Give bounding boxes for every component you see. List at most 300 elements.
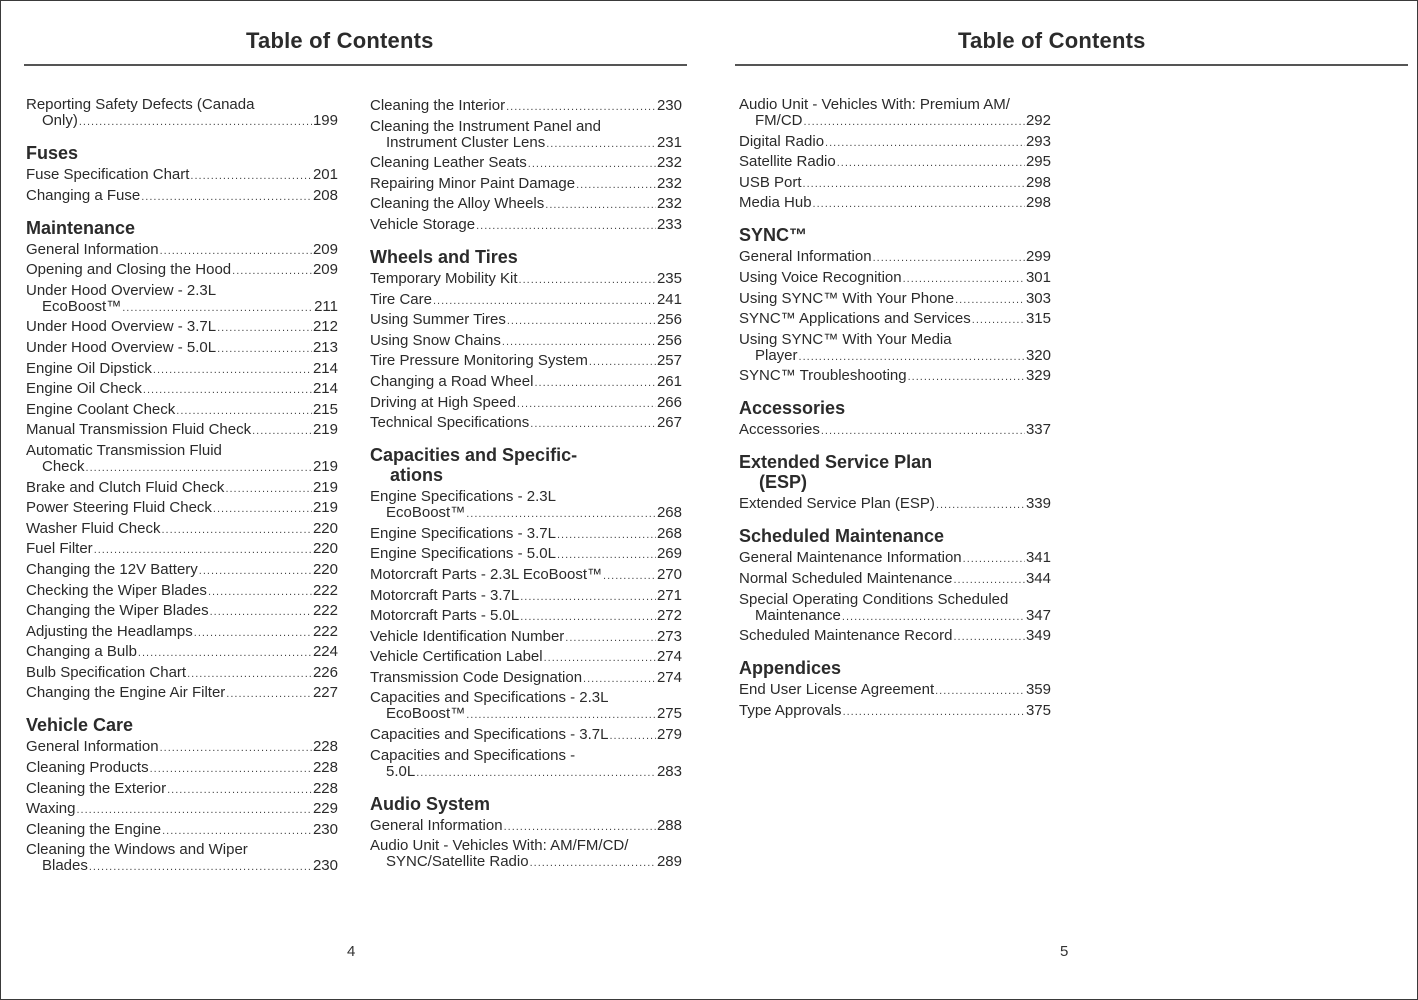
section-heading-audio-system: Audio System — [370, 793, 491, 814]
dot-leader — [153, 363, 312, 377]
toc-entry-page-number: 267 — [656, 414, 682, 432]
toc-entry-title: Instrument Cluster Lens — [386, 133, 546, 151]
dot-leader — [199, 564, 312, 578]
toc-entry-title: Changing the Engine Air Filter — [26, 684, 226, 702]
toc-entry-page-number: 272 — [656, 607, 682, 625]
toc-entry-line — [739, 134, 1051, 150]
dot-leader — [534, 376, 656, 390]
dot-leader — [79, 115, 312, 129]
toc-entry-title: Vehicle Storage — [370, 215, 476, 233]
toc-entry-title: SYNC™ Applications and Services — [739, 310, 971, 328]
toc-entry[interactable] — [370, 119, 682, 151]
toc-entry-title: Engine Specifications - 2.3L — [370, 488, 556, 506]
entry-group-scheduled — [739, 550, 1051, 644]
dot-leader — [210, 605, 312, 619]
section-heading-esp-line1: Extended Service Plan — [739, 452, 933, 473]
toc-entry[interactable] — [739, 550, 1051, 566]
toc-entry-title: Cleaning the Exterior — [26, 779, 167, 797]
toc-entry-line — [26, 381, 338, 397]
toc-entry-line — [739, 195, 1051, 211]
toc-entry-line — [26, 624, 338, 640]
toc-entry[interactable] — [370, 727, 682, 743]
toc-entry-page-number: 301 — [1025, 268, 1051, 286]
toc-entry-title: SYNC™ Troubleshooting — [739, 367, 907, 385]
toc-entry-line — [370, 271, 682, 287]
toc-entry-page-number: 220 — [312, 540, 338, 558]
toc-entry-page-number: 268 — [656, 524, 682, 542]
toc-entry-page-number: 256 — [656, 331, 682, 349]
dot-leader — [609, 729, 655, 743]
dot-leader — [825, 136, 1025, 150]
toc-entry-title: Using Voice Recognition — [739, 268, 902, 286]
toc-entry[interactable] — [739, 496, 1051, 512]
toc-entry-page-number: 224 — [312, 643, 338, 661]
dot-leader — [520, 590, 656, 604]
toc-entry-title: EcoBoost™ — [386, 705, 466, 723]
toc-entry-title: Engine Oil Check — [26, 380, 142, 398]
toc-entry-title: Check — [42, 457, 85, 475]
toc-entry-line — [26, 665, 338, 681]
toc-entry[interactable] — [26, 541, 338, 557]
toc-entry[interactable] — [739, 134, 1051, 150]
toc-entry-line — [370, 505, 682, 521]
toc-entry-title: EcoBoost™ — [386, 504, 466, 522]
toc-entry[interactable] — [739, 154, 1051, 170]
toc-entry[interactable] — [26, 443, 338, 475]
toc-entry-title: Using SYNC™ With Your Media — [739, 330, 952, 348]
dot-leader — [955, 293, 1025, 307]
toc-entry-line — [739, 311, 1051, 327]
toc-entry[interactable] — [739, 422, 1051, 438]
toc-entry[interactable] — [26, 262, 338, 278]
entry-group-maintenance — [26, 242, 338, 702]
entry-group-cleaning — [370, 98, 682, 233]
section-heading-sync: SYNC™ — [739, 225, 808, 246]
dot-leader — [803, 177, 1025, 191]
toc-entry[interactable] — [370, 312, 682, 328]
toc-entry[interactable] — [739, 703, 1051, 719]
toc-entry[interactable] — [26, 644, 338, 660]
toc-entry-line — [26, 262, 338, 278]
toc-entry-page-number: 219 — [312, 457, 338, 475]
toc-entry-line — [739, 113, 1051, 129]
toc-entry-page-number: 279 — [656, 726, 682, 744]
toc-entry-title: General Information — [26, 738, 159, 756]
toc-entry-page-number: 209 — [312, 240, 338, 258]
dot-leader — [194, 626, 312, 640]
toc-entry-title: Using Summer Tires — [370, 311, 506, 329]
toc-entry-line — [26, 459, 338, 475]
toc-entry-line — [739, 154, 1051, 170]
toc-entry-line — [739, 571, 1051, 587]
toc-entry-page-number: 268 — [656, 504, 682, 522]
toc-entry-line — [739, 703, 1051, 719]
toc-entry-line — [370, 333, 682, 349]
toc-entry-title: General Information — [26, 240, 159, 258]
toc-entry[interactable] — [370, 176, 682, 192]
toc-entry-page-number: 274 — [656, 648, 682, 666]
toc-entry[interactable] — [26, 381, 338, 397]
toc-entry[interactable] — [26, 500, 338, 516]
toc-entry[interactable] — [739, 97, 1051, 129]
dot-leader — [187, 667, 312, 681]
section-heading-fuses: Fuses — [26, 143, 79, 163]
toc-entry-line — [26, 402, 338, 418]
toc-entry-title: Manual Transmission Fluid Check — [26, 421, 252, 439]
toc-entry-page-number: 212 — [312, 318, 338, 336]
toc-entry-line — [370, 608, 682, 624]
toc-entry-page-number: 349 — [1025, 627, 1051, 645]
toc-entry-page-number: 344 — [1025, 569, 1051, 587]
toc-entry-line — [26, 299, 338, 315]
dot-leader — [545, 198, 656, 212]
toc-entry[interactable] — [370, 526, 682, 542]
toc-entry[interactable] — [26, 603, 338, 619]
dot-leader — [160, 244, 312, 258]
dot-leader — [167, 783, 312, 797]
dot-leader — [162, 824, 312, 838]
toc-entry[interactable] — [739, 291, 1051, 307]
toc-entry-page-number: 222 — [312, 602, 338, 620]
toc-entry-title: Only) — [42, 112, 78, 129]
entry-group-vehicle-care — [26, 739, 338, 874]
toc-entry-title: Type Approvals — [739, 701, 842, 719]
toc-entry-page-number: 329 — [1025, 367, 1051, 385]
toc-entry-title: General Information — [370, 816, 503, 834]
toc-entry[interactable] — [370, 395, 682, 411]
section-heading-esp-line2: (ESP) — [759, 472, 808, 493]
toc-entry[interactable] — [26, 167, 338, 183]
toc-entry-line — [370, 353, 682, 369]
toc-entry-title: Bulb Specification Chart — [26, 663, 187, 681]
dot-leader — [138, 646, 312, 660]
toc-entry-line — [370, 217, 682, 233]
left-page-title: Table of Contents — [246, 28, 434, 53]
toc-entry-page-number: 232 — [656, 195, 682, 213]
toc-entry[interactable] — [739, 571, 1051, 587]
toc-entry-page-number: 220 — [312, 519, 338, 537]
toc-entry-title: Changing a Bulb — [26, 643, 137, 661]
toc-entry-page-number: 230 — [312, 820, 338, 838]
toc-entry-line — [26, 188, 338, 204]
entry-group-appendices — [739, 682, 1051, 719]
toc-entry-line — [26, 541, 338, 557]
toc-entry-page-number: 288 — [656, 816, 682, 834]
dot-leader — [530, 856, 656, 870]
toc-entry[interactable] — [370, 415, 682, 431]
toc-entry-title: 5.0L — [386, 762, 416, 780]
toc-entry-page-number: 273 — [656, 627, 682, 645]
entry-group-fuses — [26, 167, 338, 204]
toc-entry-page-number: 298 — [1025, 173, 1051, 191]
toc-entry[interactable] — [370, 292, 682, 308]
toc-entry[interactable] — [370, 649, 682, 665]
toc-entry-title: Maintenance — [755, 606, 841, 624]
toc-entry-line — [26, 361, 338, 377]
toc-entry-title: Cleaning the Instrument Panel and — [370, 117, 601, 135]
toc-entry[interactable] — [26, 340, 338, 356]
toc-entry[interactable] — [370, 196, 682, 212]
toc-column-3 — [739, 97, 1051, 723]
toc-entry-page-number: 261 — [656, 372, 682, 390]
dot-leader — [466, 507, 656, 521]
section-heading-accessories: Accessories — [739, 398, 846, 419]
toc-entry-page-number: 209 — [312, 261, 338, 279]
toc-entry-line — [370, 629, 682, 645]
toc-entry[interactable] — [26, 188, 338, 204]
toc-entry-title: Special Operating Conditions Scheduled — [739, 590, 1009, 608]
toc-entry-page-number: 201 — [312, 166, 338, 183]
toc-entry[interactable] — [370, 271, 682, 287]
toc-entry-line — [26, 685, 338, 701]
toc-entry[interactable] — [26, 739, 338, 755]
dot-leader — [530, 417, 656, 431]
toc-entry-page-number: 303 — [1025, 289, 1051, 307]
toc-entry-page-number: 293 — [1025, 132, 1051, 150]
dot-leader — [528, 157, 656, 171]
dot-leader — [963, 552, 1025, 566]
toc-entry[interactable] — [26, 760, 338, 776]
toc-entry-title: Cleaning Products — [26, 759, 149, 777]
toc-entry-page-number: 341 — [1025, 549, 1051, 567]
toc-entry[interactable] — [370, 333, 682, 349]
toc-entry[interactable] — [370, 374, 682, 390]
toc-entry-title: Opening and Closing the Hood — [26, 261, 232, 279]
toc-entry[interactable] — [26, 361, 338, 377]
toc-entry-line — [739, 608, 1051, 624]
dot-leader — [476, 219, 656, 233]
toc-entry-title: Under Hood Overview - 2.3L — [26, 281, 217, 299]
toc-entry-line — [739, 270, 1051, 286]
toc-entry[interactable] — [739, 368, 1051, 384]
toc-entry-page-number: 219 — [312, 421, 338, 439]
toc-entry-line — [370, 312, 682, 328]
right-page-title: Table of Contents — [958, 28, 1146, 53]
toc-entry-page-number: 299 — [1025, 248, 1051, 266]
toc-entry[interactable] — [739, 682, 1051, 698]
toc-entry-page-number: 220 — [312, 560, 338, 578]
toc-entry[interactable] — [26, 624, 338, 640]
toc-entry[interactable] — [370, 608, 682, 624]
toc-entry-title: Reporting Safety Defects (Canada — [26, 96, 255, 113]
toc-entry-title: Adjusting the Headlamps — [26, 622, 193, 640]
toc-entry[interactable] — [26, 562, 338, 578]
toc-entry-line — [370, 706, 682, 722]
toc-entry[interactable] — [370, 98, 682, 114]
toc-entry[interactable] — [370, 546, 682, 562]
toc-entry[interactable] — [26, 521, 338, 537]
toc-entry-line — [26, 822, 338, 838]
toc-entry[interactable] — [26, 685, 338, 701]
toc-entry-page-number: 219 — [312, 478, 338, 496]
toc-entry-page-number: 222 — [312, 622, 338, 640]
toc-entry[interactable] — [370, 567, 682, 583]
toc-entry-page-number: 228 — [312, 779, 338, 797]
toc-entry[interactable] — [26, 283, 338, 315]
toc-entry[interactable] — [739, 175, 1051, 191]
toc-entry-line — [370, 374, 682, 390]
toc-entry[interactable] — [370, 629, 682, 645]
toc-entry-page-number: 233 — [656, 215, 682, 233]
dot-leader — [86, 461, 312, 475]
toc-entry-page-number: 266 — [656, 393, 682, 411]
toc-entry[interactable] — [370, 588, 682, 604]
toc-entry[interactable] — [370, 353, 682, 369]
toc-entry-line — [370, 854, 682, 870]
dot-leader — [190, 169, 312, 183]
toc-entry-line — [26, 583, 338, 599]
toc-entry[interactable] — [26, 402, 338, 418]
toc-entry-page-number: 337 — [1025, 421, 1051, 439]
toc-entry-line — [370, 395, 682, 411]
toc-entry-title: Audio Unit - Vehicles With: AM/FM/CD/ — [370, 837, 629, 855]
toc-entry-line — [26, 801, 338, 817]
toc-entry-line — [370, 526, 682, 542]
toc-entry-page-number: 339 — [1025, 495, 1051, 513]
entry-group-audio — [370, 818, 682, 871]
dot-leader — [160, 741, 312, 755]
section-heading-maintenance: Maintenance — [26, 217, 136, 238]
toc-entry-title: Transmission Code Designation — [370, 668, 583, 686]
toc-entry-page-number: 359 — [1025, 681, 1051, 699]
entry-group-capacities — [370, 489, 682, 780]
section-heading-capacities-line2: ations — [390, 465, 444, 486]
toc-entry[interactable] — [370, 217, 682, 233]
toc-entry[interactable] — [370, 818, 682, 834]
dot-leader — [504, 820, 656, 834]
toc-entry[interactable] — [739, 249, 1051, 265]
toc-entry[interactable] — [739, 270, 1051, 286]
toc-entry[interactable] — [739, 195, 1051, 211]
toc-entry[interactable] — [26, 480, 338, 496]
toc-entry-line — [26, 500, 338, 516]
toc-entry[interactable] — [26, 822, 338, 838]
toc-entry[interactable] — [26, 665, 338, 681]
toc-column-1 — [26, 97, 338, 879]
toc-entry-title: Vehicle Certification Label — [370, 648, 543, 666]
dot-leader — [507, 314, 656, 328]
toc-entry-page-number: 256 — [656, 311, 682, 329]
dot-leader — [76, 803, 312, 817]
dot-leader — [433, 294, 656, 308]
toc-entry[interactable] — [26, 422, 338, 438]
toc-entry[interactable] — [739, 311, 1051, 327]
toc-entry-line — [26, 422, 338, 438]
dot-leader — [821, 424, 1025, 438]
toc-entry[interactable] — [26, 319, 338, 335]
toc-entry-page-number: 228 — [312, 738, 338, 756]
toc-entry-line — [370, 567, 682, 583]
toc-entry-title: Digital Radio — [739, 132, 825, 150]
toc-entry[interactable] — [739, 628, 1051, 644]
toc-entry-title: Cleaning the Windows and Wiper — [26, 841, 248, 859]
toc-entry[interactable] — [370, 838, 682, 870]
toc-entry-line — [26, 603, 338, 619]
toc-column-2 — [370, 98, 682, 875]
dot-leader — [953, 630, 1024, 644]
toc-entry-page-number: 298 — [1025, 194, 1051, 212]
toc-entry-line — [370, 415, 682, 431]
toc-entry[interactable] — [26, 97, 338, 129]
toc-entry-page-number: 271 — [656, 586, 682, 604]
toc-entry[interactable] — [370, 748, 682, 780]
dot-leader — [565, 631, 656, 645]
toc-entry-title: Engine Oil Dipstick — [26, 359, 152, 377]
dot-leader — [589, 355, 656, 369]
toc-entry-page-number: 232 — [656, 154, 682, 172]
toc-entry[interactable] — [370, 670, 682, 686]
toc-entry-line — [370, 670, 682, 686]
toc-entry-title: Changing the 12V Battery — [26, 560, 198, 578]
toc-entry[interactable] — [739, 332, 1051, 364]
toc-entry-title: General Maintenance Information — [739, 549, 962, 567]
dot-leader — [873, 251, 1025, 265]
toc-entry-title: Engine Specifications - 3.7L — [370, 524, 556, 542]
toc-entry-page-number: 295 — [1025, 153, 1051, 171]
toc-entry[interactable] — [26, 801, 338, 817]
dot-leader — [603, 569, 656, 583]
toc-entry-page-number: 230 — [656, 97, 682, 114]
toc-entry-title: Engine Specifications - 5.0L — [370, 545, 556, 563]
toc-entry-title: Brake and Clutch Fluid Check — [26, 478, 225, 496]
dot-leader — [804, 115, 1025, 129]
toc-entry-page-number: 230 — [312, 857, 338, 875]
dot-leader — [519, 273, 656, 287]
dot-leader — [520, 610, 656, 624]
toc-entry-title: Engine Coolant Check — [26, 400, 176, 418]
toc-entry-line — [739, 175, 1051, 191]
toc-entry-title: Tire Care — [370, 290, 432, 308]
dot-leader — [217, 321, 312, 335]
toc-entry-line — [370, 546, 682, 562]
toc-entry-line — [739, 249, 1051, 265]
toc-entry-page-number: 213 — [312, 338, 338, 356]
toc-entry[interactable] — [26, 583, 338, 599]
toc-entry[interactable] — [26, 242, 338, 258]
toc-entry-title: Fuel Filter — [26, 540, 93, 558]
toc-entry-page-number: 229 — [312, 800, 338, 818]
toc-entry[interactable] — [26, 781, 338, 797]
toc-entry-title: Technical Specifications — [370, 414, 530, 432]
dot-leader — [141, 190, 312, 204]
toc-entry-title: Checking the Wiper Blades — [26, 581, 207, 599]
toc-entry[interactable] — [370, 690, 682, 722]
toc-entry-line — [370, 98, 682, 114]
dot-leader — [799, 350, 1025, 364]
toc-entry[interactable] — [739, 592, 1051, 624]
toc-entry-line — [26, 858, 338, 874]
right-page-number: 5 — [1060, 943, 1069, 960]
toc-entry-line — [370, 196, 682, 212]
dot-leader — [813, 197, 1025, 211]
toc-entry-line — [370, 155, 682, 171]
dot-leader — [150, 762, 312, 776]
entry-group-esp — [739, 496, 1051, 512]
toc-entry-title: SYNC/Satellite Radio — [386, 853, 529, 871]
toc-entry[interactable] — [370, 155, 682, 171]
toc-entry-line — [370, 818, 682, 834]
toc-entry[interactable] — [26, 842, 338, 874]
entry-group-audio-continued — [739, 97, 1051, 211]
dot-leader — [232, 264, 312, 278]
toc-entry[interactable] — [370, 489, 682, 521]
section-heading-capacities-line1: Capacities and Specific- — [370, 445, 578, 466]
toc-entry-title: Extended Service Plan (ESP) — [739, 495, 935, 513]
toc-entry-page-number: 226 — [312, 663, 338, 681]
toc-entry-line — [26, 644, 338, 660]
dot-leader — [162, 523, 312, 537]
toc-entry-title: Blades — [42, 857, 88, 875]
